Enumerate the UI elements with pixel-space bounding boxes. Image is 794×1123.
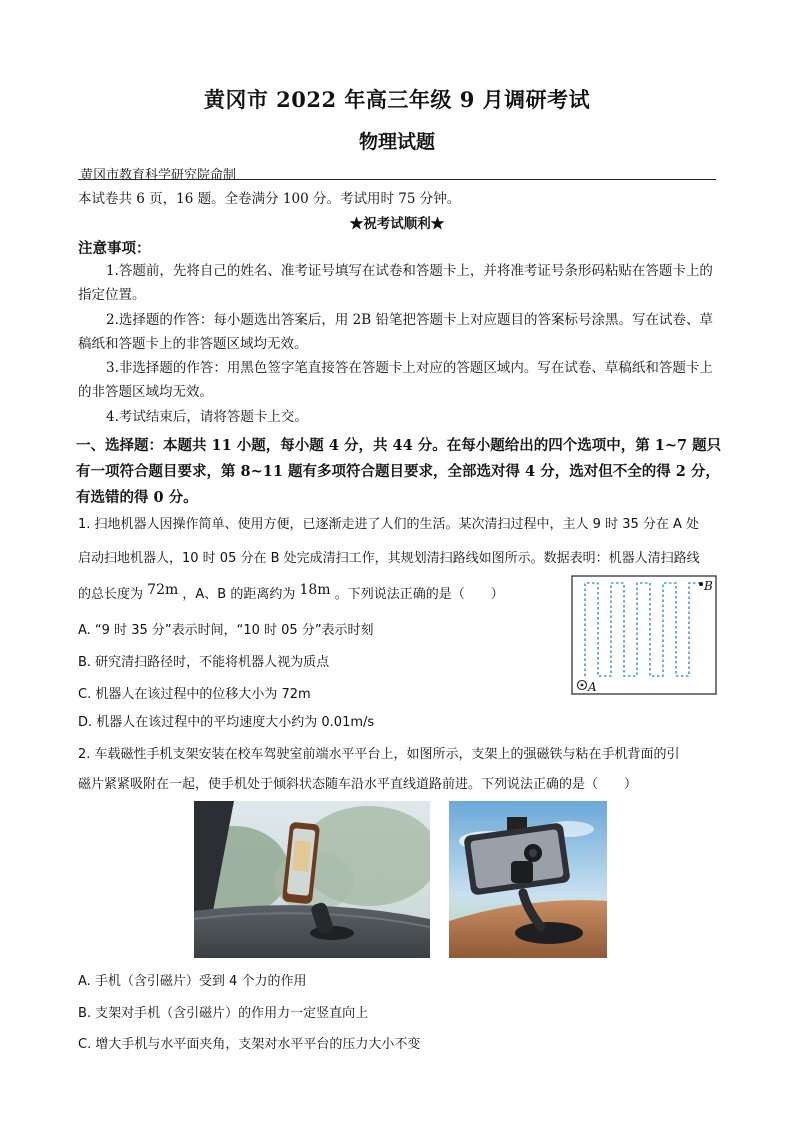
q1-option-c: C. 机器人在该过程中的位移大小为 72m [78, 687, 311, 702]
note-item-3: 3.非选择题的作答：用黑色签字笔直接答在答题卡上对应的答题区域内。写在试卷、草稿纸和答题卡上的非答题区域均无效。 [78, 360, 713, 400]
q1-line3-b: ，A、B 的距离约为 [182, 587, 296, 602]
q2-line1: 2. 车载磁性手机支架安装在校车驾驶室前端水平平台上，如图所示，支架上的强磁铁与粘在手机背面的引 [78, 747, 680, 762]
notes-heading: 注意事项： [78, 240, 151, 257]
note-item-2: 2.选择题的作答：每小题选出答案后，用 2B 铅笔把答题卡上对应题目的答案标号涂黑。写在试卷、草稿纸和答题卡上的非答题区域均无效。 [78, 312, 713, 352]
q1-line3 [78, 583, 504, 602]
institute-line: 黄冈市教育科学研究院命制 [80, 168, 237, 183]
fig-label-a: A [588, 680, 597, 694]
note-item-1: 1.答题前，先将自己的姓名、准考证号填写在试卷和答题卡上，并将准考证号条形码粘贴在答题卡上的指定位置。 [78, 263, 713, 303]
q1-line3-a: 的总长度为 [78, 587, 144, 602]
point-b-dot [699, 582, 703, 586]
q2-line2: 磁片紧紧吸附在一起，使手机处于倾斜状态随车沿水平直线道路前进。下列说法正确的是（ ） [78, 777, 638, 792]
q2-option-a: A. 手机（含引磁片）受到 4 个力的作用 [78, 974, 307, 989]
section1-heading: 一、选择题：本题共 11 小题，每小题 4 分，共 44 分。在每小题给出的四个选项中，第 1~7 题只有一项符合题目要求，第 8~11 题有多项符合题目要求，全部选对得 4 分，选对但不全的得 2 分，有选错的得 0 分。 [76, 437, 722, 506]
q1-length-value: 72m [147, 582, 179, 598]
good-luck-line: ★祝考试顺利★ [349, 216, 445, 232]
exam-subtitle: 物理试题 [358, 131, 435, 153]
q1-line2: 启动扫地机器人，10 时 05 分在 B 处完成清扫工作，其规划清扫路线如图所示。数据表明：机器人清扫路线 [78, 551, 700, 566]
exam-title: 黄冈市 2022 年高三年级 9 月调研考试 [203, 87, 591, 112]
q1-line3-c: 。下列说法正确的是（ ） [334, 587, 504, 602]
q1-option-a: A. “9 时 35 分”表示时间，“10 时 05 分”表示时刻 [78, 623, 374, 638]
q2-option-b: B. 支架对手机（含引磁片）的作用力一定竖直向上 [78, 1006, 369, 1021]
note-item-4: 4.考试结束后，请将答题卡上交。 [106, 409, 308, 425]
q1-option-b: B. 研究清扫路径时，不能将机器人视为质点 [78, 655, 330, 670]
q1-line1: 1. 扫地机器人因操作简单、使用方便，已逐渐走进了人们的生活。某次清扫过程中，主人 9 时 35 分在 A 处 [78, 517, 700, 532]
q1-option-d: D. 机器人在该过程中的平均速度大小约为 0.01m/s [78, 715, 375, 730]
header-rule [78, 179, 716, 180]
sweeping-path-figure [571, 575, 717, 695]
exam-info: 本试卷共 6 页，16 题。全卷满分 100 分。考试用时 75 分钟。 [78, 191, 461, 207]
q2-option-c: C. 增大手机与水平面夹角，支架对水平平台的压力大小不变 [78, 1037, 421, 1052]
car-phone-holder-photo-2 [449, 801, 607, 958]
car-phone-holder-photo-1 [194, 801, 430, 958]
fig-label-b: B [704, 579, 713, 593]
q1-distance-value: 18m [299, 582, 331, 598]
